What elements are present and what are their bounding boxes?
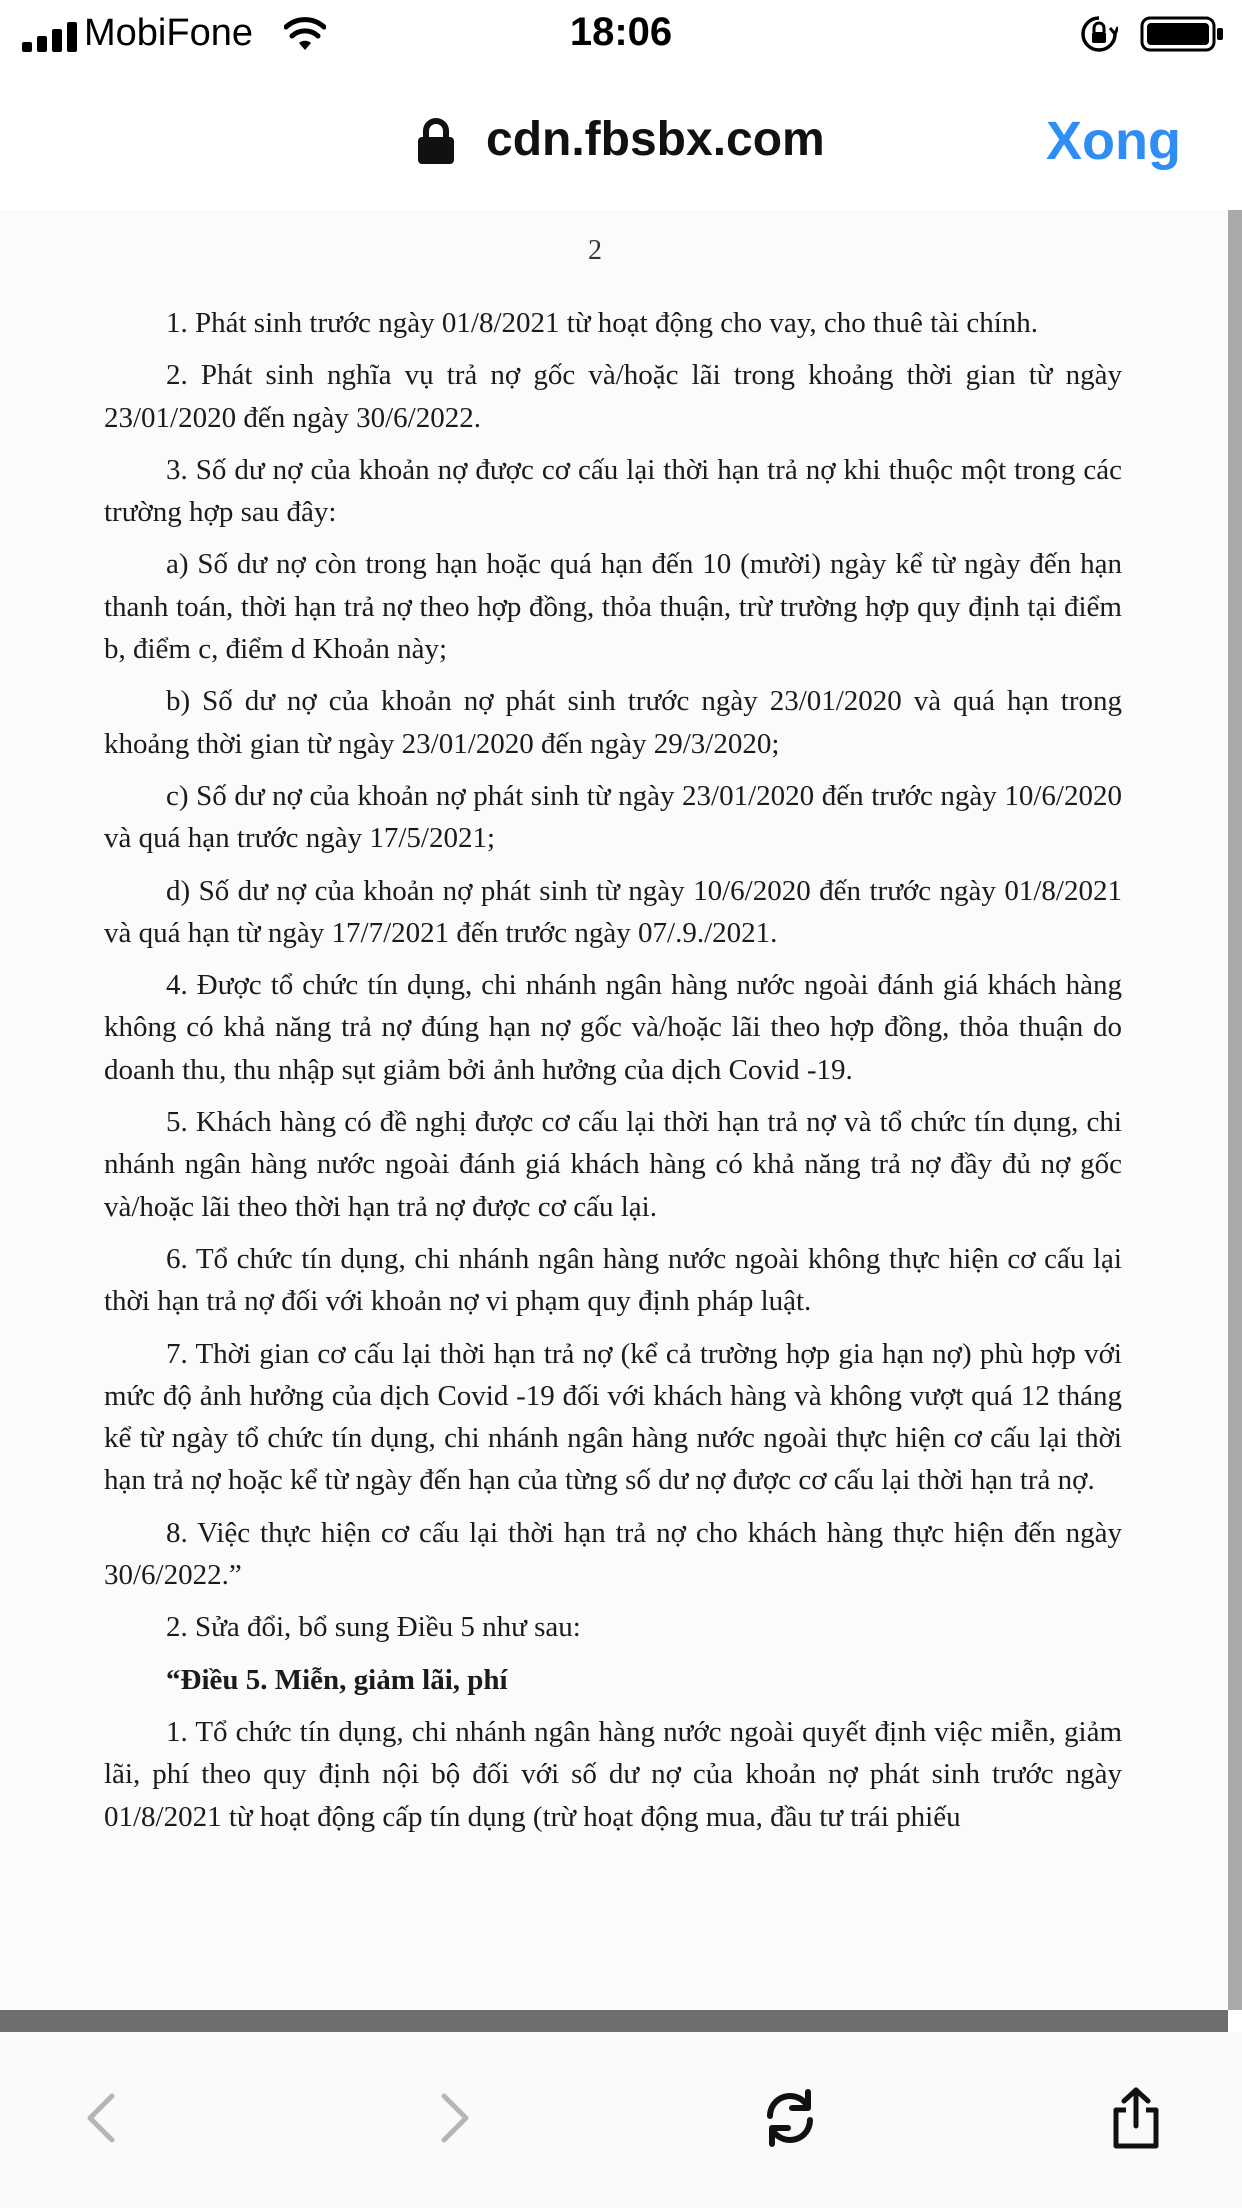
page-edge [1228, 210, 1242, 2010]
forward-arrow-icon[interactable] [420, 2086, 484, 2150]
paragraph: 2. Phát sinh nghĩa vụ trả nợ gốc và/hoặc lãi trong khoảng thời gian từ ngày 23/01/2020 đến ngày 30/6/2022. [104, 359, 1122, 434]
bottom-toolbar [0, 2032, 1242, 2208]
page-number: 2 [588, 235, 602, 266]
paragraph: 8. Việc thực hiện cơ cấu lại thời hạn trả nợ cho khách hàng thực hiện đến ngày 30/6/2022.” [104, 1516, 1122, 1592]
done-button[interactable]: Xong [1046, 111, 1181, 171]
paragraph: 3. Số dư nợ của khoản nợ được cơ cấu lại thời hạn trả nợ khi thuộc một trong các trường hợp sau đây: [104, 453, 1122, 529]
carrier-name: MobiFone [84, 12, 253, 54]
back-arrow-icon[interactable] [72, 2086, 136, 2150]
battery-icon [1140, 16, 1226, 52]
article-heading: “Điều 5. Miễn, giảm lãi, phí [166, 1663, 508, 1696]
paragraph: 2. Sửa đổi, bổ sung Điều 5 như sau: [166, 1611, 581, 1644]
share-icon[interactable] [1104, 2086, 1168, 2150]
url-label[interactable]: cdn.fbsbx.com [486, 113, 825, 166]
paragraph: 5. Khách hàng có đề nghị được cơ cấu lại thời hạn trả nợ và tổ chức tín dụng, chi nhánh ngân hàng nước ngoài đánh giá khách hàng có khả năng trả nợ đầy đủ nợ gốc và/hoặc lãi theo thời hạn trả nợ được cơ cấu lại. [104, 1106, 1122, 1223]
paragraph: 4. Được tổ chức tín dụng, chi nhánh ngân hàng nước ngoài đánh giá khách hàng không có khả năng trả nợ đúng hạn nợ gốc và/hoặc lãi theo hợp đồng, thỏa thuận do doanh thu, thu nhập sụt giảm bởi ảnh hưởng của dịch Covid -19. [104, 969, 1122, 1086]
reload-icon[interactable] [758, 2086, 822, 2150]
paragraph: c) Số dư nợ của khoản nợ phát sinh từ ngày 23/01/2020 đến trước ngày 10/6/2020 và quá hạn trước ngày 17/5/2021; [104, 779, 1122, 855]
paragraph: b) Số dư nợ của khoản nợ phát sinh trước ngày 23/01/2020 và quá hạn trong khoảng thời gian từ ngày 23/01/2020 đến ngày 29/3/2020; [104, 685, 1122, 760]
page-bottom-bar [0, 2010, 1228, 2032]
paragraph: d) Số dư nợ của khoản nợ phát sinh từ ngày 10/6/2020 đến trước ngày 01/8/2021 và quá hạn từ ngày 17/7/2021 đến trước ngày 07/.9./2021. [104, 874, 1122, 949]
paragraph: 7. Thời gian cơ cấu lại thời hạn trả nợ (kể cả trường hợp gia hạn nợ) phù hợp với mức độ ảnh hưởng của dịch Covid -19 đối với khách hàng và không vượt quá 12 tháng kể từ ngày tổ chức tín dụng, chi nhánh ngân hàng nước ngoài thực hiện cơ cấu lại thời hạn trả nợ hoặc kể từ ngày đến hạn của từng số dư nợ được cơ cấu lại thời hạn trả nợ. [104, 1337, 1122, 1497]
padlock-icon [418, 118, 454, 164]
document-body [104, 302, 1122, 1848]
document-page[interactable] [0, 210, 1242, 2010]
paragraph: 6. Tổ chức tín dụng, chi nhánh ngân hàng nước ngoài không thực hiện cơ cấu lại thời hạn trả nợ đối với khoản nợ vi phạm quy định pháp luật. [104, 1242, 1122, 1318]
paragraph: a) Số dư nợ còn trong hạn hoặc quá hạn đến 10 (mười) ngày kể từ ngày đến hạn thanh toán, thời hạn trả nợ theo hợp đồng, thỏa thuận, trừ trường hợp quy định tại điểm b, điểm c, điểm d Khoản này; [104, 548, 1122, 666]
browser-header [0, 70, 1242, 210]
status-bar [0, 0, 1242, 70]
clock: 18:06 [569, 10, 673, 54]
orientation-lock-icon [1080, 15, 1118, 53]
paragraph: 1. Tổ chức tín dụng, chi nhánh ngân hàng nước ngoài quyết định việc miễn, giảm lãi, phí theo quy định nội bộ đối với số dư nợ của khoản nợ phát sinh trước ngày 01/8/2021 từ hoạt động cấp tín dụng (trừ hoạt động mua, đầu tư trái phiếu [104, 1715, 1122, 1833]
paragraph: 1. Phát sinh trước ngày 01/8/2021 từ hoạt động cho vay, cho thuê tài chính. [166, 307, 1039, 339]
